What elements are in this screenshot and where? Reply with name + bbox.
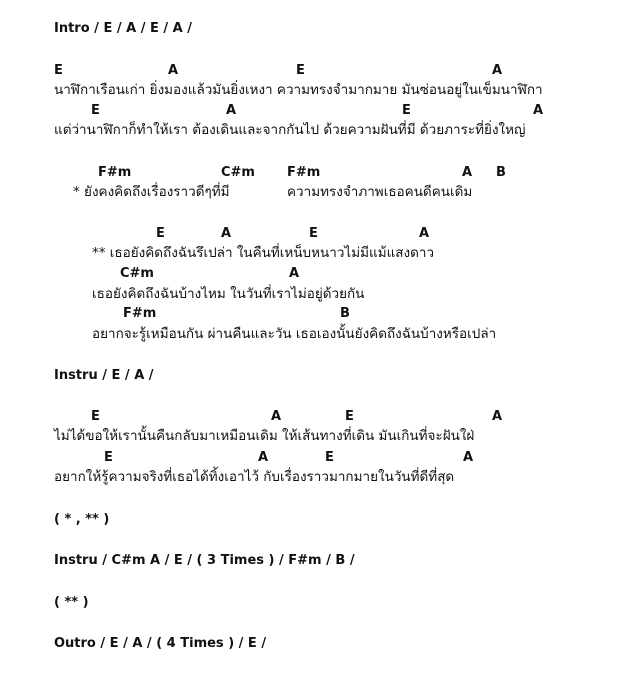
chord: E [325,450,334,465]
chord: A [533,103,544,118]
chord: E [296,63,305,78]
intro-line: Intro / E / A / E / A / [54,21,193,36]
chord: E [309,226,318,241]
chord: A [492,409,503,424]
lyric-line: เธอยังคิดถึงฉันบ้างไหม ในวันที่เราไม่อยู่ด้วยกัน [92,286,365,302]
instru-line: Instru / E / A / [54,368,154,383]
chord: E [104,450,113,465]
chord: E [91,409,100,424]
chord: A [168,63,179,78]
repeat-marker: ( * , ** ) [54,512,110,527]
chord: A [226,103,237,118]
chord: A [463,450,474,465]
lyric-line: อยากให้รู้ความจริงที่เธอได้ทิ้งเอาไว้ กับเรื่องราวมากมายในวันที่ดีที่สุด [54,469,455,485]
chord: E [91,103,100,118]
lyric-line: นาฬิกาเรือนเก่า ยิ่งมองแล้วมันยิ่งเหงา ความทรงจำมากมาย มันซ่อนอยู่ในเข็มนาฬิกา [54,82,543,98]
chord: E [402,103,411,118]
chord: A [492,63,503,78]
outro-line: Outro / E / A / ( 4 Times ) / E / [54,636,267,651]
repeat-marker: ( ** ) [54,595,89,610]
chord: E [345,409,354,424]
chord: A [258,450,269,465]
chord: A [419,226,430,241]
lyric-line: * ยังคงคิดถึงเรื่องราวดีๆที่มี [73,184,230,200]
chord: C#m [120,266,154,281]
chord: C#m [221,165,255,180]
chord: A [462,165,473,180]
instru-line: Instru / C#m A / E / ( 3 Times ) / F#m / B / [54,553,355,568]
lyric-line: ** เธอยังคิดถึงฉันรึเปล่า ในคืนที่เหน็บหนาวไม่มีแม้แสงดาว [92,245,435,261]
chord: F#m [123,306,157,321]
lyric-line: ไม่ได้ขอให้เรานั้นคืนกลับมาเหมือนเดิม ให้เส้นทางที่เดิน มันเกินที่จะฝันใฝ่ [54,428,475,444]
chord: B [496,165,506,180]
lyric-line: อยากจะรู้เหมือนกัน ผ่านคืนและวัน เธอเองนั้นยังคิดถึงฉันบ้างหรือเปล่า [92,326,497,342]
chord: E [156,226,165,241]
chord: B [340,306,350,321]
lyric-line: แต่ว่านาฬิกาก็ทำให้เรา ต้องเดินและจากกันไป ด้วยความฝันที่มี ด้วยภาระที่ยิ่งใหญ่ [54,122,526,138]
chord: A [289,266,300,281]
chord: F#m [287,165,321,180]
chord: A [221,226,232,241]
chord: F#m [98,165,132,180]
lyric-line: ความทรงจำภาพเธอคนดีคนเดิม [287,184,473,200]
chord: E [54,63,63,78]
chord: A [271,409,282,424]
